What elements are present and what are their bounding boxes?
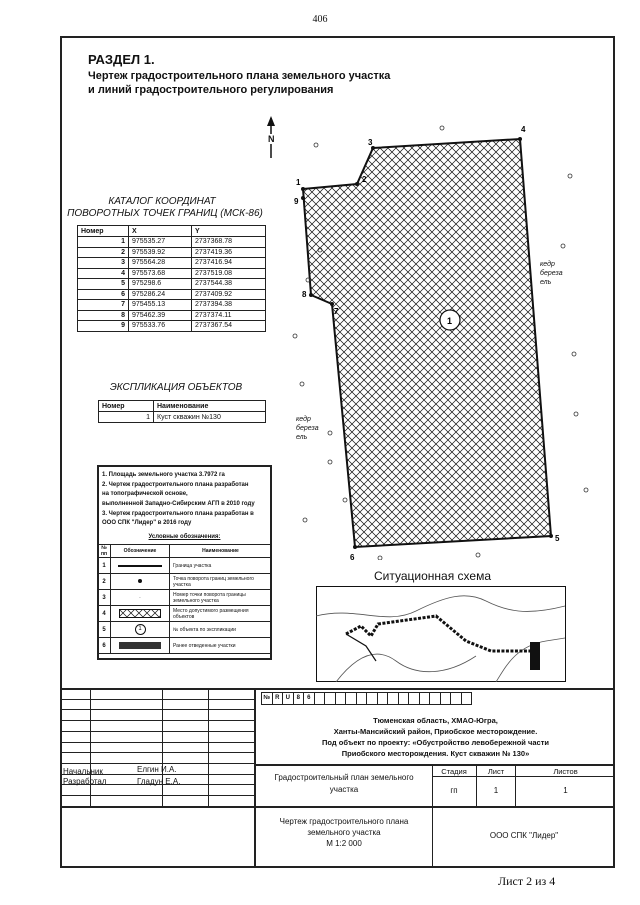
title-block-row-line [60,731,256,732]
legend-symbol-dot [111,574,170,590]
code-cell: № [261,692,273,705]
vegetation-label-1: кедр береза ель [540,261,563,286]
catalog-cell-y: 2737368.78 [192,237,266,248]
catalog-cell-y: 2737519.08 [192,268,266,279]
point-label-2: 2 [362,175,367,184]
legend-symbol-number: · [111,590,170,606]
catalog-cell-num: 5 [78,279,129,290]
person-2: Гладун Е.А. [137,777,181,786]
point-marker-7 [330,302,334,306]
catalog-cell-num: 4 [78,268,129,279]
catalog-cell-num: 1 [78,237,129,248]
catalog-cell-x: 975573.68 [129,268,192,279]
sheet-value: 1 [493,786,499,795]
point-label-6: 6 [350,553,355,560]
legend-num-4: 4 [98,606,111,622]
notes-line-4: выполненной Западно-Сибирским АГП в 2010 году [102,501,255,507]
situation-title: Ситуационная схема [374,569,492,583]
legend-title: Условные обозначения: [148,534,221,540]
doc-title-line-2: участка [329,785,359,794]
catalog-header-num: Номер [78,226,129,237]
catalog-cell-y: 2737544.38 [192,279,266,290]
address-line-2: Ханты-Мансийский район, Приобское месторождение. [333,727,538,736]
code-cell: 6 [303,692,315,705]
address-line-3: Под объект по проекту: «Обустройство левобережной части [322,738,549,747]
catalog-cell-y: 2737394.38 [192,300,266,311]
code-cell: U [282,692,294,705]
point-label-3: 3 [368,138,373,147]
title-block-row-line [60,752,256,753]
catalog-cell-num: 9 [78,321,129,332]
legend-name-5: № объекта по экспликации [170,622,272,638]
notes-line-6: ООО СПК "Лидер" в 2016 году [102,520,192,526]
section-subtitle-2: и линий градостроительного регулирования [88,84,334,96]
code-cell: 8 [293,692,305,705]
point-label-5: 5 [555,534,560,543]
catalog-cell-x: 975533.76 [129,321,192,332]
catalog-cell-x: 975564.28 [129,258,192,269]
catalog-cell-num: 2 [78,247,129,258]
drawing-line-3: М 1:2 000 [326,839,362,848]
catalog-cell-num: 3 [78,258,129,269]
legend-num-5: 5 [98,622,111,638]
catalog-cell-x: 975462.39 [129,310,192,321]
legend-name-4: Место допустимого размещения объектов [170,606,272,622]
catalog-cell-x: 975286.24 [129,289,192,300]
sheets-value: 1 [563,786,568,795]
point-label-7: 7 [334,307,339,316]
legend-name-6: Ранее отведенные участки [170,638,272,654]
notes-line-1: 1. Площадь земельного участка 3.7972 га [102,472,225,478]
catalog-cell-x: 975539.92 [129,247,192,258]
point-label-1: 1 [296,178,301,187]
sheets-header: Листов [553,767,578,776]
explication-row-name: Куст скважин №130 [154,412,266,423]
legend-num-2: 2 [98,574,111,590]
stage-header: Стадия [441,767,467,776]
legend-symbol-circle: 1 [111,622,170,638]
notes-line-2: 2. Чертеж градостроительного плана разработан [102,482,249,488]
point-marker-2 [355,182,359,186]
row-divider-major [60,806,615,808]
legend-symbol-hatch [111,606,170,622]
title-block-row-line [60,720,256,721]
sheet-footer: Лист 2 из 4 [498,874,556,888]
catalog-cell-y: 2737374.11 [192,310,266,321]
code-row [262,692,472,705]
north-label: N [268,134,275,144]
point-label-4: 4 [521,125,526,134]
code-cell [461,692,473,705]
catalog-cell-num: 7 [78,300,129,311]
legend-header-num: № пп [98,545,111,558]
catalog-title-1: КАТАЛОГ КООРДИНАТ [108,196,216,207]
explication-row-num: 1 [99,412,154,423]
role-1: Начальник [63,767,103,776]
catalog-cell-num: 6 [78,289,129,300]
point-marker-5 [549,534,553,538]
catalog-cell-y: 2737416.94 [192,258,266,269]
drawing-line-1: Чертеж градостроительного плана [279,817,409,826]
sheet-header: Лист [487,767,505,776]
address-line-4: Приобского месторождения. Куст скважин № 130» [341,749,530,758]
notes-line-3: на топографической основе, [102,491,188,497]
point-marker-8 [309,293,313,297]
explication-header-num: Номер [99,401,154,412]
point-label-8: 8 [302,290,307,299]
catalog-cell-num: 8 [78,310,129,321]
legend-num-6: 6 [98,638,111,654]
catalog-cell-x: 975455.13 [129,300,192,311]
title-block-row-line [60,699,256,700]
company-name: ООО СПК "Лидер" [489,831,559,840]
title-block-row-line [60,763,256,764]
catalog-header-x: X [129,226,192,237]
person-1: Елгин И.А. [137,765,177,774]
drawing-line-2: земельного участка [307,828,381,837]
page-number: 406 [312,14,328,25]
catalog-cell-x: 975535.27 [129,237,192,248]
stage-header-row-border [432,776,615,777]
title-block-row-line [60,742,256,743]
legend-header-name: Наименование [170,545,272,558]
point-label-9: 9 [294,197,299,206]
point-marker-9 [301,196,305,200]
address-line-1: Тюменская область, ХМАО-Югра, [373,716,498,725]
section-title: РАЗДЕЛ 1. [88,52,155,67]
notes-line-5: 3. Чертеж градостроительного плана разработан в [102,511,254,517]
catalog-title-2: ПОВОРОТНЫХ ТОЧЕК ГРАНИЦ (МСК-86) [67,208,263,219]
explication-header-name: Наименование [154,401,266,412]
legend-name-1: Граница участка [170,558,272,574]
legend-table [97,544,272,654]
legend-name-2: Точка поворота границ земельного участка [170,574,272,590]
stage-value: гп [450,786,458,795]
title-block-rows [60,688,256,806]
land-plot [303,139,551,547]
object-number: 1 [447,316,453,326]
situation-map [316,586,566,682]
role-2: Разработал [63,777,107,786]
legend-name-3: Номер точки поворота границы земельного участка [170,590,272,606]
legend-num-3: 3 [98,590,111,606]
point-marker-6 [353,545,357,549]
legend-symbol-fill [111,638,170,654]
catalog-cell-y: 2737409.92 [192,289,266,300]
legend-header-symbol: Обозначение [111,545,170,558]
catalog-cell-y: 2737367.54 [192,321,266,332]
point-marker-1 [301,187,305,191]
section-subtitle-1: Чертеж градостроительного плана земельного участка [88,70,391,82]
point-marker-4 [518,137,522,141]
title-block-row-line [60,795,256,796]
catalog-cell-y: 2737419.36 [192,247,266,258]
code-cell: R [272,692,284,705]
vegetation-label-2: кедр береза ель [296,416,319,441]
legend-num-1: 1 [98,558,111,574]
explication-title: ЭКСПЛИКАЦИЯ ОБЪЕКТОВ [109,382,243,393]
doc-title-line-1: Градостроительный план земельного [274,773,414,782]
catalog-header-y: Y [192,226,266,237]
title-block-row-line [60,709,256,710]
catalog-cell-x: 975298.6 [129,279,192,290]
